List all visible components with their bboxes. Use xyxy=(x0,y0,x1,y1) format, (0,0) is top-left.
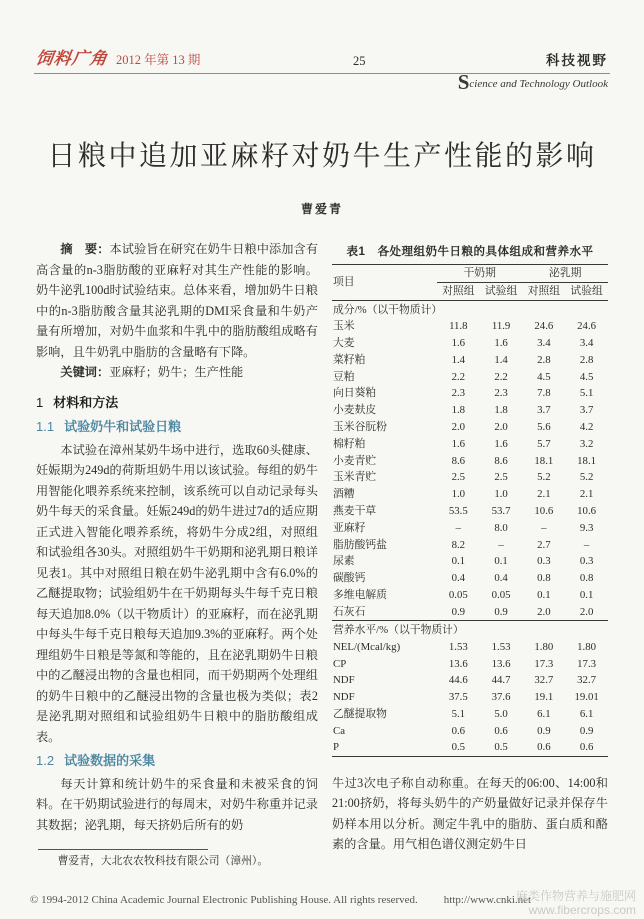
table-cell-value: 17.3 xyxy=(534,657,554,670)
table-cell-value: 13.6 xyxy=(448,657,468,670)
table-cell-value: 0.05 xyxy=(491,588,511,601)
table-cell-value: 2.8 xyxy=(537,353,551,366)
table-cell-value: 8.2 xyxy=(451,538,466,551)
table-cell-value: 1.80 xyxy=(577,640,597,653)
section-1-number: 1 xyxy=(36,394,44,410)
table-cell-value: 1.0 xyxy=(451,488,466,501)
table-cell-value: 10.6 xyxy=(577,504,597,517)
abstract-text: 本试验旨在研究在奶牛日粮中添加含有高含量的n-3脂肪酸的亚麻籽对其生产性能的影响。奶牛泌乳100d时试验结束。总体来看，增加奶牛日粮中的n-3脂肪酸含量其泌乳期的DMI采食量和牛奶产量有所增加，对奶牛血浆和牛乳中的脂肪酸组成略有影响，且牛奶乳中脂肪的含量略有下降。 xyxy=(36,242,319,359)
watermark-site-url: www.fibercrops.com xyxy=(528,903,636,917)
table-subheader-control-1: 对照组 xyxy=(437,282,480,300)
table-cell-value: 3.4 xyxy=(537,337,551,350)
table-row-label: 石灰石 xyxy=(333,605,366,618)
table-cell-value: 44.6 xyxy=(448,674,468,687)
table-cell-value: 18.1 xyxy=(577,454,597,467)
table-cell-value: 24.6 xyxy=(577,320,597,333)
table-row xyxy=(332,689,608,706)
table-cell-value: 1.0 xyxy=(494,488,508,501)
table-cell-value: 8.0 xyxy=(494,521,508,534)
table-cell-value: 44.7 xyxy=(491,674,511,687)
right-column-paragraph: 牛过3次电子称自动称重。在每天的06:00、14:00和21:00挤奶，将每头奶牛的产奶量做好记录并保存牛奶样本用以分析。测定牛乳中的脂肪、蛋白质和酪素的含量。用气相色谱仪测定奶牛日 xyxy=(332,775,608,852)
abstract-paragraph xyxy=(36,239,318,362)
table-row xyxy=(332,335,608,352)
keywords-text: 亚麻籽；奶牛；生产性能 xyxy=(109,365,244,379)
table-cell-value: 2.7 xyxy=(537,538,551,551)
section-1-1-number: 1.1 xyxy=(36,419,55,434)
table-cell-value: 0.9 xyxy=(537,724,551,737)
footnote-divider xyxy=(38,849,208,850)
section-1-1-heading xyxy=(36,417,318,438)
table-cell-value: 53.5 xyxy=(448,504,468,517)
table-row xyxy=(332,672,608,689)
table-cell-value: 2.1 xyxy=(579,488,594,501)
table-row xyxy=(332,503,608,520)
column-title-en-initial: S xyxy=(457,70,470,94)
table-cell-value: 0.8 xyxy=(537,572,551,585)
table-cell-value: 1.4 xyxy=(494,353,508,366)
table-cell-value: 0.1 xyxy=(451,555,466,568)
table-1 xyxy=(332,264,608,757)
table-cell-value: 0.4 xyxy=(451,572,466,585)
table-cell-value: 19.01 xyxy=(574,691,599,704)
table-cell-value: 19.1 xyxy=(534,691,554,704)
table-cell-value: 0.4 xyxy=(494,572,508,585)
table-cell-value: 1.80 xyxy=(534,640,554,653)
table-row-label: 小麦麸皮 xyxy=(333,404,377,417)
table-row-label: 棉籽粕 xyxy=(333,437,366,450)
watermark xyxy=(516,889,636,917)
table-cell-value: 5.6 xyxy=(537,421,551,434)
table-header-item: 项目 xyxy=(332,265,437,301)
table-cell-value: 1.53 xyxy=(491,640,511,653)
left-column xyxy=(36,239,318,869)
table-cell-value: 3.2 xyxy=(579,437,594,450)
section-1-2-heading xyxy=(36,751,318,772)
page-header xyxy=(0,0,644,73)
table-row-label: Ca xyxy=(333,724,345,737)
table-cell-value: 2.2 xyxy=(451,370,466,383)
table-row-label: 多维电解质 xyxy=(333,588,387,601)
table-cell-value: 2.3 xyxy=(494,387,508,400)
table-cell-value: 2.8 xyxy=(579,353,594,366)
table-cell-value: 8.6 xyxy=(451,454,466,467)
journal-issue-block xyxy=(36,44,200,69)
copyright-text: © 1994-2012 China Academic Journal Electronic Publishing House. All rights reserved. xyxy=(30,894,418,906)
table-cell-value: 0.6 xyxy=(537,741,551,754)
table-cell-value: 0.1 xyxy=(494,555,508,568)
table-cell-value: – xyxy=(583,538,590,551)
table-row xyxy=(332,603,608,620)
table-row xyxy=(332,519,608,536)
section-1-heading xyxy=(36,393,318,414)
table-row xyxy=(332,352,608,369)
table-row-label: 豆粕 xyxy=(333,370,355,383)
section-1-2-paragraph: 每天计算和统计奶牛的采食量和未被采食的饲料。在干奶期试验进行的每周末，对奶牛称重并记录其数据；泌乳期，每天挤奶后所有的奶 xyxy=(36,776,318,832)
table-cell-value: 0.1 xyxy=(537,588,551,601)
table-cell-value: 0.05 xyxy=(448,588,468,601)
table-header-lactation-period: 泌乳期 xyxy=(522,265,608,283)
table-row xyxy=(332,655,608,672)
table-cell-value: 0.3 xyxy=(579,555,594,568)
table-row xyxy=(332,318,608,335)
table-cell-value: 2.2 xyxy=(494,370,508,383)
table-cell-value: 1.8 xyxy=(494,404,508,417)
table-cell-value: 2.0 xyxy=(494,421,508,434)
table-cell-value: 5.7 xyxy=(537,437,551,450)
table-subheader-test-2: 试验组 xyxy=(565,282,608,300)
journal-issue: 2012 年第 13 期 xyxy=(116,53,201,67)
table-row-label: 尿素 xyxy=(333,555,355,568)
table-header-dry-period: 干奶期 xyxy=(437,265,523,283)
table-row xyxy=(332,368,608,385)
cnki-url: http://www.cnki.net xyxy=(443,894,532,906)
table-row-label: 乙醚提取物 xyxy=(333,707,387,720)
table-cell-value: 0.9 xyxy=(579,724,594,737)
table-row xyxy=(332,536,608,553)
table-cell-value: 11.8 xyxy=(449,320,468,333)
table-cell-value: 0.3 xyxy=(537,555,551,568)
table-row-label: 玉米谷朊粉 xyxy=(333,421,387,434)
table-cell-value: 17.3 xyxy=(577,657,597,670)
section-1-2-title: 试验数据的采集 xyxy=(64,753,156,768)
table-cell-value: 8.6 xyxy=(494,454,508,467)
table-cell-value: 1.6 xyxy=(494,337,508,350)
table-cell-value: 2.0 xyxy=(537,605,551,618)
table-cell-value: 37.5 xyxy=(448,691,468,704)
table-cell-value: 0.5 xyxy=(451,741,466,754)
table-row-label: 亚麻籽 xyxy=(333,521,366,534)
table-cell-value: 5.1 xyxy=(451,707,466,720)
article-author: 曹爱青 xyxy=(300,202,343,216)
table-row-label: 酒糟 xyxy=(333,488,355,501)
table-cell-value: 32.7 xyxy=(534,674,554,687)
table-row xyxy=(332,586,608,603)
table-row xyxy=(332,638,608,655)
table-cell-value: 0.6 xyxy=(494,724,508,737)
table-cell-value: 4.5 xyxy=(537,370,551,383)
table-row-label: P xyxy=(333,741,340,754)
table-row-label: NEL/(Mcal/kg) xyxy=(333,640,401,653)
table-cell-value: 3.4 xyxy=(579,337,594,350)
abstract-label: 摘 要： xyxy=(60,242,110,256)
table-cell-value: 5.2 xyxy=(537,471,551,484)
table-cell-value: 5.2 xyxy=(579,471,594,484)
table-subheader-control-2: 对照组 xyxy=(522,282,565,300)
table-cell-value: 3.7 xyxy=(537,404,551,417)
table-cell-value: 2.1 xyxy=(537,488,551,501)
table-row-label: 燕麦干草 xyxy=(333,504,377,517)
section-1-1-paragraph: 本试验在漳州某奶牛场中进行，选取60头健康、妊娠期为249d的荷斯坦奶牛用以该试验。每组的奶牛用智能化喂养系统来控制，该系统可以自动记录每头奶牛每天的采食量。妊娠249d的奶牛进过7d的适应期正式进入智能化喂养系统，将奶牛分成2组，对照组和试验组各30头。对照组奶牛干奶期和泌乳期日粮详见表1。其中对照组日粮在奶牛泌乳期中含有6.0%的乙醚提取物；试验组奶牛在干奶期每头牛每千克日粮每天追加8.0%（以干物质计）的亚麻籽，而在泌乳期中每头牛每千克日粮每天追加9.3%的亚麻籽。两个处理组奶牛日粮是等氮和等能的，且在泌乳期奶牛日粮中的乙醚浸出物的含量也相同，而干奶期两个处理组的奶牛日粮中的乙醚浸出物的含量也极为类似；表2是泌乳期对照组和试验组奶牛日粮中的脂肪酸组成表。 xyxy=(36,442,318,744)
table-cell-value: 1.53 xyxy=(448,640,468,653)
column-title-en-rest: cience and Technology Outlook xyxy=(469,78,608,90)
table-cell-value: 5.1 xyxy=(579,387,594,400)
section-1-2-number: 1.2 xyxy=(36,753,55,768)
table-cell-value: 0.6 xyxy=(579,741,594,754)
table-section-row xyxy=(332,300,608,318)
table-row xyxy=(332,553,608,570)
table-cell-value: 3.7 xyxy=(579,404,594,417)
table-cell-value: 0.6 xyxy=(451,724,466,737)
table-cell-value: 53.7 xyxy=(491,504,511,517)
table-cell-value: 2.5 xyxy=(451,471,466,484)
table-row-label: 脂肪酸钙盐 xyxy=(333,538,387,551)
table-cell-value: 37.6 xyxy=(491,691,511,704)
table-row xyxy=(332,385,608,402)
table-section-header: 营养水平/%（以干物质计） xyxy=(332,621,608,639)
table-row xyxy=(332,419,608,436)
table-cell-value: 1.4 xyxy=(451,353,466,366)
section-1-title: 材料和方法 xyxy=(53,394,119,410)
table-cell-value: – xyxy=(498,538,504,551)
table-cell-value: – xyxy=(455,521,462,534)
table-cell-value: 6.1 xyxy=(537,707,551,720)
table-cell-value: 1.8 xyxy=(451,404,466,417)
table-group-header-row xyxy=(332,265,608,283)
table-row xyxy=(332,739,608,756)
table-cell-value: 10.6 xyxy=(534,504,554,517)
keywords-label: 关键词： xyxy=(60,365,110,379)
table-cell-value: 11.9 xyxy=(491,320,511,333)
table-subheader-test-1: 试验组 xyxy=(480,282,523,300)
table-cell-value: 1.6 xyxy=(451,337,466,350)
page-number: 25 xyxy=(352,54,366,68)
journal-logo: 饲料广角 xyxy=(34,49,110,68)
keywords-paragraph xyxy=(36,362,318,383)
table-cell-value: 4.2 xyxy=(579,421,594,434)
column-title-en xyxy=(0,70,644,94)
table-row-label: 小麦青贮 xyxy=(333,454,377,467)
table-row-label: NDF xyxy=(333,691,355,704)
table-cell-value: – xyxy=(541,521,547,534)
table-row xyxy=(332,486,608,503)
table-cell-value: 5.0 xyxy=(494,707,508,720)
table-row xyxy=(332,402,608,419)
table-cell-value: 0.1 xyxy=(579,588,594,601)
table-cell-value: 0.8 xyxy=(579,572,594,585)
table-cell-value: 18.1 xyxy=(534,454,554,467)
table-section-row xyxy=(332,621,608,639)
table-row-label: 玉米青贮 xyxy=(333,471,377,484)
table-row xyxy=(332,706,608,723)
column-title-cn: 科技视野 xyxy=(545,53,608,68)
table-row xyxy=(332,722,608,739)
table-cell-value: 0.9 xyxy=(451,605,466,618)
table-cell-value: 2.5 xyxy=(494,471,508,484)
table-cell-value: 6.1 xyxy=(579,707,594,720)
table-row xyxy=(332,469,608,486)
watermark-site-name: 麻类作物营养与施肥网 xyxy=(515,889,636,903)
table-row xyxy=(332,452,608,469)
table-row-label: NDF xyxy=(333,674,355,687)
article-title: 日粮中追加亚麻籽对奶牛生产性能的影响 xyxy=(47,141,597,172)
table-row-label: 碳酸钙 xyxy=(333,572,366,585)
table-row-label: 菜籽粕 xyxy=(333,353,366,366)
table-1-caption: 表1 各处理组奶牛日粮的具体组成和营养水平 xyxy=(346,246,594,258)
table-section-header: 成分/%（以干物质计） xyxy=(333,303,443,316)
table-cell-value: 0.9 xyxy=(494,605,508,618)
table-cell-value: 2.0 xyxy=(451,421,466,434)
table-cell-value: 1.6 xyxy=(451,437,466,450)
table-cell-value: 1.6 xyxy=(494,437,508,450)
table-cell-value: 4.5 xyxy=(579,370,594,383)
table-cell-value: 7.8 xyxy=(537,387,551,400)
right-column xyxy=(332,239,608,855)
table-row xyxy=(332,435,608,452)
table-cell-value: 0.5 xyxy=(494,741,508,754)
table-cell-value: 9.3 xyxy=(579,521,594,534)
table-row-label: CP xyxy=(333,657,347,670)
table-cell-value: 24.6 xyxy=(534,320,554,333)
table-cell-value: 13.6 xyxy=(491,657,511,670)
article-body xyxy=(0,217,644,869)
author-footnote: 曹爱青，大北农农牧科技有限公司（漳州）。 xyxy=(57,855,269,867)
copyright-footer xyxy=(30,894,531,906)
table-row-label: 向日葵粕 xyxy=(333,387,377,400)
table-row-label: 玉米 xyxy=(333,320,355,333)
table-cell-value: 2.0 xyxy=(579,605,594,618)
section-1-1-title: 试验奶牛和试验日粮 xyxy=(64,419,182,434)
table-row xyxy=(332,570,608,587)
table-cell-value: 2.3 xyxy=(451,387,466,400)
table-cell-value: 32.7 xyxy=(577,674,597,687)
table-row-label: 大麦 xyxy=(333,337,355,350)
